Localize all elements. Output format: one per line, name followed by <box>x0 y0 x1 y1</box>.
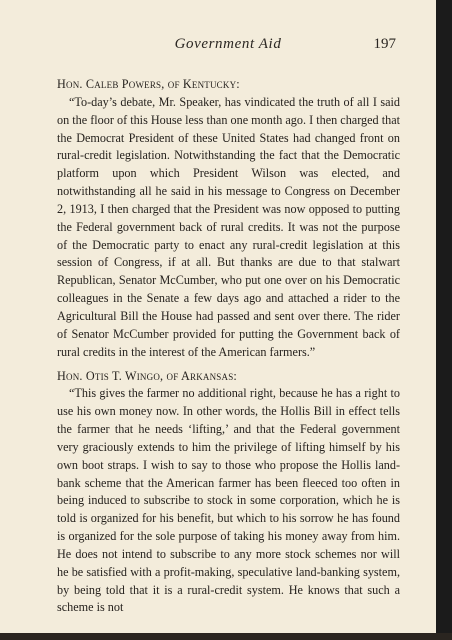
speaker-heading <box>57 368 400 386</box>
speaker-name: Hon. Caleb Powers, of Kentucky: <box>57 77 240 91</box>
body-text <box>57 76 400 617</box>
speech-paragraph: “This gives the farmer no additional right, because he has a right to use his own money now. In other words, the Hollis Bill in effect tells the farmer that he needs ‘lifting,’ and that the Federal government very graciously extends to him the privilege of lifting himself by his own boot straps. I wish to say to those who propose the Hollis land-bank scheme that the American farmer has been fleeced too often in being induced to subscribe to stock in some corporation, which he is told is organized for his benefit, but which to his sorrow he has found is organized for the sole purpose of taking his money away from him. He does not intend to subscribe to any more stock schemes nor will he be satisfied with a profit-making, speculative land-banking system, by being told that it is a rural-credit system. He knows that such a scheme is not <box>57 386 400 615</box>
scan-edge-bottom <box>0 633 452 640</box>
speaker-heading <box>57 76 400 94</box>
scan-edge-right <box>436 0 452 640</box>
speaker-name: Hon. Otis T. Wingo, of Arkansas: <box>57 368 238 383</box>
speech-paragraph: “To-day’s debate, Mr. Speaker, has vindicated the truth of all I said on the floor of this House less than one month ago. I then charged that the Democrat President of these United States had changed front on rural-credit legislation. Notwithstanding the fact that the Democratic platform upon which President Wilson was elected, and notwithstanding all he said in his message to Congress on December 2, 1913, I then charged that the President was now opposed to putting the Federal government back of rural credits. It was not the purpose of the Democratic party to enact any rural-credit legislation at this session of Congress, if at all. But thanks are due to that stalwart Republican, Senator McCumber, who put one over on his Democratic colleagues in the Senate a few days ago and attached a rider to the Agricultural Bill the House had passed and sent over there. The rider of Senator McCumber provided for putting the Government back of rural credits in the interest of the American farmers.” <box>57 94 400 359</box>
page-number: 197 <box>373 36 396 52</box>
running-head <box>60 36 396 58</box>
running-title: Government Aid <box>174 36 282 52</box>
